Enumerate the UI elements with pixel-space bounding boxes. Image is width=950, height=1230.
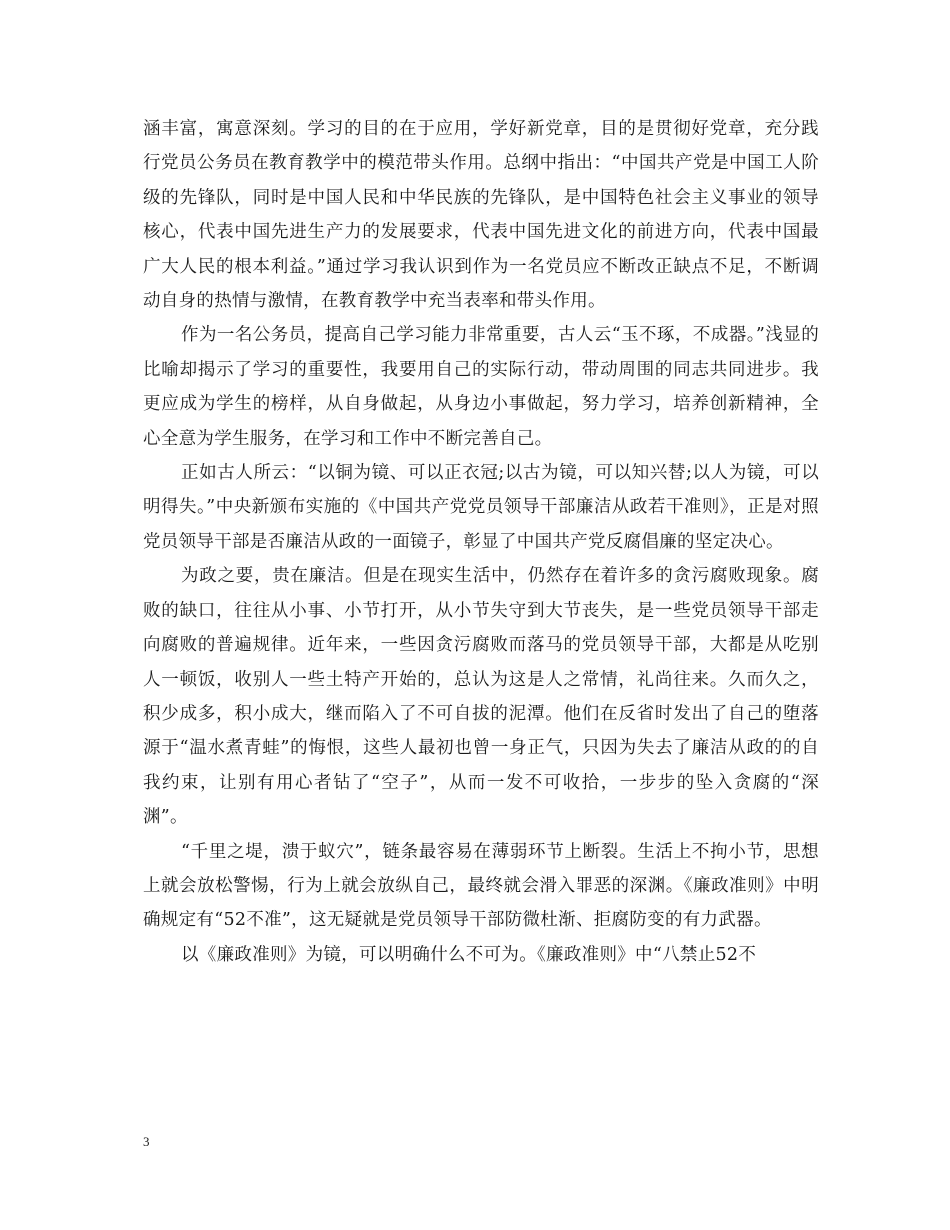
paragraph-2: 作为一名公务员，提高自己学习能力非常重要，古人云“玉不琢，不成器。”浅显的比喻却揭示了学习的重要性，我要用自己的实际行动，带动周围的同志共同进步。我更应成为学生的榜样，从自身做起，从身边小事做起，努力学习，培养创新精神，全心全意为学生服务，在学习和工作中不断完善自己。 — [143, 325, 819, 449]
paragraph-6: 以《廉政准则》为镜，可以明确什么不可为。《廉政准则》中“八禁止52不 — [181, 944, 757, 965]
paragraph-4: 为政之要，贵在廉洁。但是在现实生活中，仍然存在着许多的贪污腐败现象。腐败的缺口，往往从小事、小节打开，从小节失守到大节丧失，是一些党员领导干部走向腐败的普遍规律。近年来，一些因贪污腐败而落马的党员领导干部，大都是从吃别人一顿饭，收别人一些土特产开始的，总认为这是人之常情，礼尚往来。久而久之，积少成多，积小成大，继而陷入了不可自拔的泥潭。他们在反省时发出了自己的堕落源于“温水煮青蛙”的悔恨，这些人最初也曾一身正气，只因为失去了廉洁从政的的自我约束，让别有用心者钻了“空子”，从而一发不可收拾，一步步的坠入贪腐的“深渊”。 — [143, 566, 819, 828]
page-number: 3 — [143, 1134, 150, 1149]
paragraph-1: 涵丰富，寓意深刻。学习的目的在于应用，学好新党章，目的是贯彻好党章，充分践行党员公务员在教育教学中的模范带头作用。总纲中指出：“中国共产党是中国工人阶级的先锋队，同时是中国人民和中华民族的先锋队，是中国特色社会主义事业的领导核心，代表中国先进生产力的发展要求，代表中国先进文化的前进方向，代表中国最广大人民的根本利益。”通过学习我认识到作为一名党员应不断改正缺点不足，不断调动自身的热情与激情，在教育教学中充当表率和带头作用。 — [143, 119, 819, 312]
document-body — [143, 112, 819, 972]
paragraph-3: 正如古人所云：“以铜为镜、可以正衣冠;以古为镜，可以知兴替;以人为镜，可以明得失。”中央新颁布实施的《中国共产党党员领导干部廉洁从政若干准则》，正是对照党员领导干部是否廉洁从政的一面镜子，彰显了中国共产党反腐倡廉的坚定决心。 — [143, 463, 819, 552]
paragraph-5: “千里之堤，溃于蚁穴”，链条最容易在薄弱环节上断裂。生活上不拘小节，思想上就会放松警惕，行为上就会放纵自己，最终就会滑入罪恶的深渊。《廉政准则》中明确规定有“52不准”，这无疑就是党员领导干部防微杜渐、拒腐防变的有力武器。 — [143, 841, 819, 931]
